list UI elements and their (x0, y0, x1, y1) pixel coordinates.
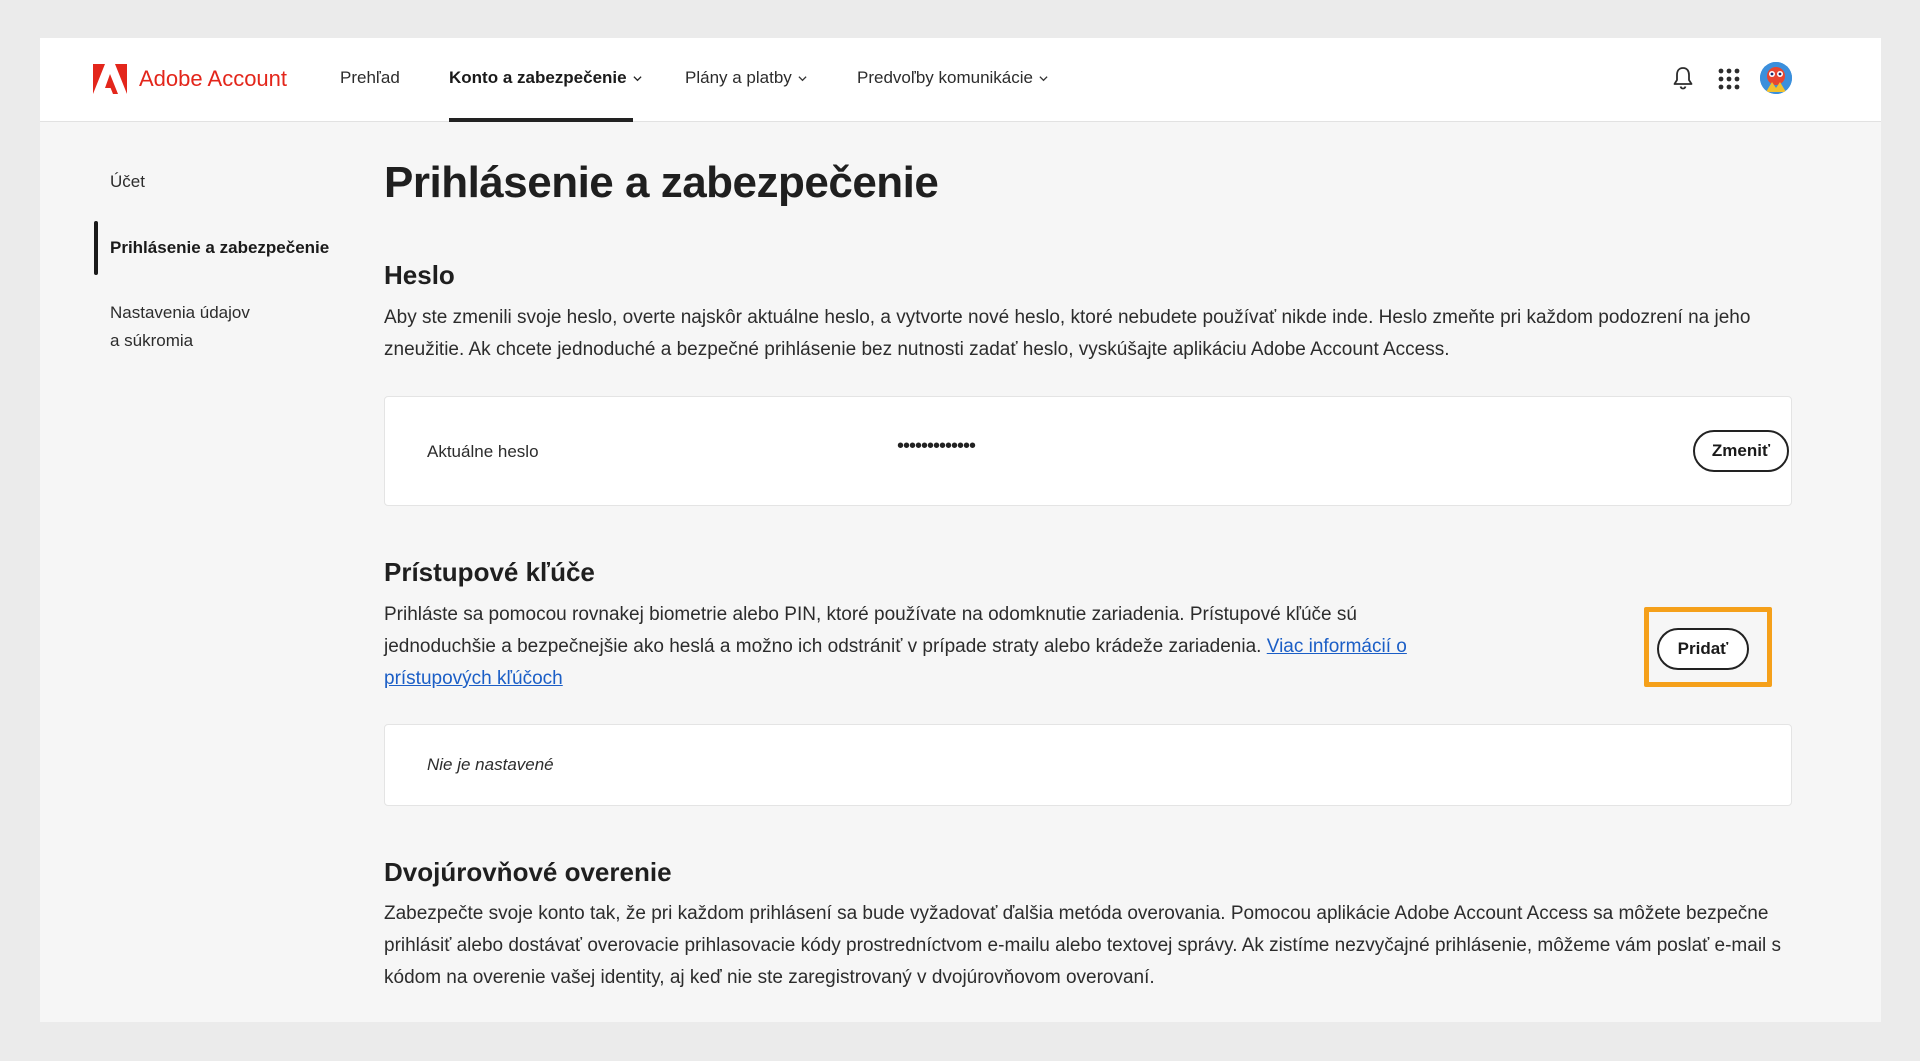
adobe-logo[interactable] (93, 64, 287, 94)
sidebar-item-label: Účet (110, 172, 145, 191)
sidebar-item-label: a súkromia (110, 331, 194, 350)
chevron-down-icon (1039, 74, 1048, 83)
passkeys-description-text: Prihláste sa pomocou rovnakej biometrie alebo PIN, ktoré používate na odomknutie zariadenia. Prístupové kľúče sú jednoduchšie a bezpečnejšie ako heslá a možno ich odstrániť v prípade straty alebo krádeže zariadenia. (384, 604, 1357, 657)
sidebar-active-indicator (94, 221, 98, 275)
two-factor-description: Zabezpečte svoje konto tak, že pri každom prihlásení sa bude vyžadovať ďalšia metóda overovania. Pomocou aplikácie Adobe Account Access sa môžete bezpečne prihlásiť alebo dostávať overovacie prihlasovacie kódy prostredníctvom e-mailu alebo textovej správy. Ak zistíme nezvyčajné prihlásenie, môžeme vám poslať e-mail s kódom na overenie vašej identity, aj keď nie ste zaregistrovaný v dvojúrovňovom overovaní. (384, 903, 1782, 988)
top-header (40, 38, 1881, 122)
adobe-logo-icon (93, 64, 127, 94)
avatar-image (1760, 62, 1792, 94)
nav-label: Predvoľby komunikácie (857, 68, 1033, 87)
sidebar-item-label: Nastavenia údajov (110, 303, 250, 322)
bell-icon[interactable] (1672, 66, 1694, 90)
password-heading: Heslo (384, 260, 455, 290)
sidebar-item-prihlasenie[interactable] (110, 234, 329, 262)
password-description: Aby ste zmenili svoje heslo, overte najskôr aktuálne heslo, a vytvorte nové heslo, ktoré nebudete používať nikde inde. Heslo zmeňte pri každom podozrení na jeho zneužitie. Ak chcete jednoduché a bezpečné prihlásenie bez nutnosti zadať heslo, vyskúšajte aplikáciu Adobe Account Access. (384, 307, 1751, 360)
nav-predvolby-komunikacie[interactable] (857, 68, 1048, 88)
passkeys-learn-more-link[interactable]: Viac informácií o prístupových kľúčoch (384, 636, 1407, 689)
nav-active-underline (449, 118, 633, 122)
page-title: Prihlásenie a zabezpečenie (384, 158, 939, 207)
sidebar-item-label: Prihlásenie a zabezpečenie (110, 238, 330, 257)
two-factor-heading: Dvojúrovňové overenie (384, 857, 672, 887)
passkeys-card (384, 724, 1792, 806)
nav-prehlad[interactable] (340, 68, 400, 88)
avatar[interactable] (1760, 62, 1792, 94)
chevron-down-icon (798, 74, 807, 83)
chevron-down-icon (633, 74, 642, 83)
passkeys-description (384, 599, 1424, 695)
add-passkey-button[interactable]: Pridať (1657, 628, 1749, 670)
nav-label: Konto a zabezpečenie (449, 68, 627, 87)
current-password-label: Aktuálne heslo (427, 442, 539, 461)
sidebar-item-ucet[interactable] (110, 168, 145, 196)
passkeys-heading: Prístupové kľúče (384, 557, 595, 587)
nav-label: Plány a platby (685, 68, 792, 87)
password-card (384, 396, 1792, 506)
apps-grid-icon[interactable] (1718, 68, 1740, 90)
nav-label: Prehľad (340, 68, 400, 87)
nav-konto-zabezpecenie[interactable] (449, 68, 642, 88)
nav-plany-platby[interactable] (685, 68, 807, 88)
change-password-button[interactable]: Zmeniť (1693, 430, 1789, 472)
sidebar-item-nastavenia[interactable] (110, 299, 250, 355)
masked-password: ••••••••••••• (897, 435, 976, 457)
logo-text: Adobe Account (139, 66, 288, 91)
passkeys-status: Nie je nastavené (427, 755, 554, 774)
app-frame (40, 38, 1881, 1022)
